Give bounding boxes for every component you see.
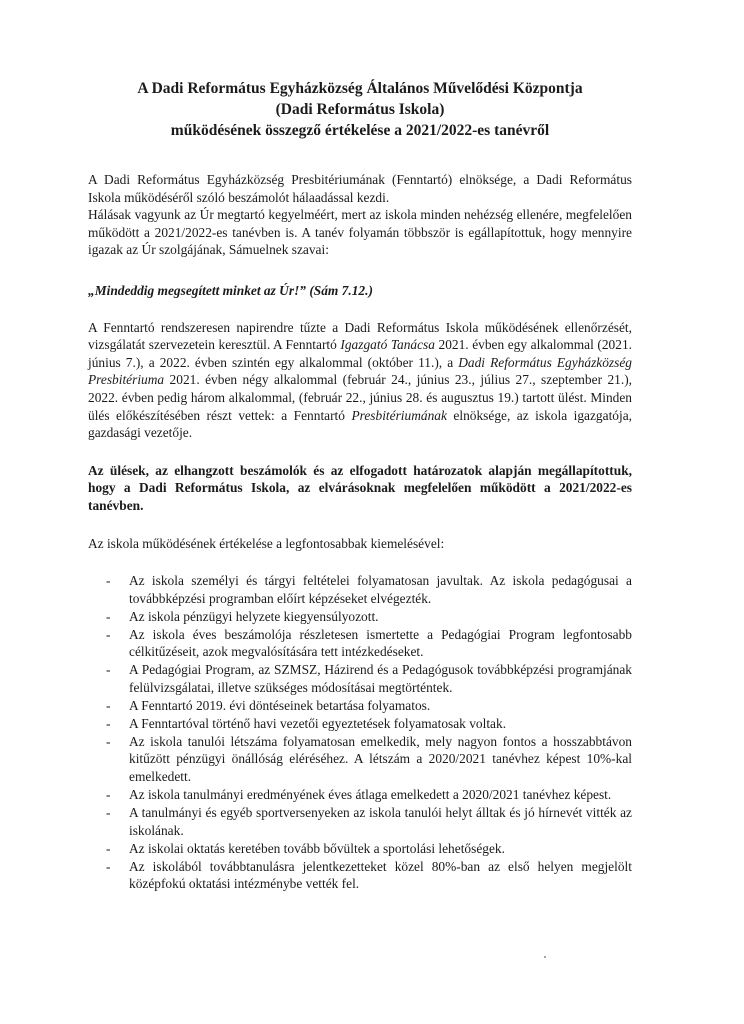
title-line-1: A Dadi Református Egyházközség Általános Művelődési Központja [137,80,583,97]
evaluation-list-intro: Az iskola működésének értékelése a legfontosabbak kiemelésével: [88,535,445,551]
list-dash: - [106,858,111,874]
list-item [88,858,632,893]
list-dash: - [106,608,111,624]
list-item-text: Az iskola éves beszámolója részletesen ismertette a Pedagógiai Program legfontosabb célkitűzéseit, azok megvalósítására tett intézkedéseket. [129,626,632,660]
document-title [88,78,632,141]
oversight-text-2: 2021. évben egy alkalommal (2021. június 7.), a 2022. évben szintén egy alkalommal (október 11.), a [88,337,632,370]
list-dash: - [106,715,111,731]
list-item [88,840,632,858]
list-item [88,733,632,786]
list-item-text: Az iskola tanulói létszáma folyamatosan emelkedik, mely nagyon fontos a hosszabbtávon kitűzött pénzügyi önállóság eléréséhez. A létszám a 2020/2021 tanévhez képest 10%-kal emelkedett. [129,733,632,784]
list-dash: - [106,786,111,802]
list-item-text: Az iskolából továbbtanulásra jelentkezetteket közel 80%-ban az első helyen megjelölt középfokú oktatási intézménybe vették fel. [129,858,632,892]
oversight-text-1: A Fenntartó rendszeresen napirendre tűzte a Dadi Református Iskola működésének ellenőrzését, vizsgálatát szervezetein keresztül. A Fenntartó [88,319,632,353]
list-item-text: Az iskola pénzügyi helyzete kiegyensúlyozott. [129,608,379,624]
list-dash: - [106,626,111,642]
list-dash: - [106,573,111,589]
oversight-italic-2: Dadi Református Egyházközség Presbitériuma [88,354,632,388]
list-dash: - [106,733,111,749]
list-item [88,572,632,607]
intro-paragraph-2: Hálásak vagyunk az Úr megtartó kegyelméért, mert az iskola minden nehézség ellenére, megfelelően működött a 2021/2022-es tanévben is. A tanév folyamán többször is egállapítottuk, hogy mennyire igazak az Úr szolgájának, Sámuelnek szavai: [88,207,632,258]
scan-speck [544,956,546,958]
bible-quote: „Mindeddig megsegített minket az Úr!” (Sám 7.12.) [88,282,373,298]
oversight-italic-1: Igazgató Tanácsa [340,337,435,353]
list-item [88,786,632,804]
list-item [88,626,632,661]
evaluation-list [88,572,632,893]
list-item-text: Az iskola személyi és tárgyi feltételei folyamatosan javultak. Az iskola pedagógusai a továbbképzési programban előírt képzéseket elvégezték. [129,573,632,606]
list-item [88,804,632,839]
oversight-italic-3: Presbitériumának [351,407,447,423]
list-item [88,661,632,696]
list-item-text: A Pedagógiai Program, az SZMSZ, Házirend és a Pedagógusok továbbképzési programjának felülvizsgálatai, illetve szükséges módosításai megtörténtek. [129,662,632,695]
list-item [88,608,632,626]
list-dash: - [106,662,111,678]
list-item-text: Az iskolai oktatás keretében tovább bővültek a sportolási lehetőségek. [129,840,505,856]
oversight-paragraph [88,319,632,442]
intro-paragraph-1: A Dadi Református Egyházközség Presbitériumának (Fenntartó) elnöksége, a Dadi Református Iskola működéséről szóló beszámolót hálaadással kezdi. [88,172,632,205]
list-item [88,697,632,715]
oversight-text-3: 2021. évben négy alkalommal (február 24., június 23., július 27., szeptember 21.), 2022. évben pedig három alkalommal, (február 22., június 28. és augusztus 19.) tartott ülést. Minden ülés előkészítésében részt vettek: a Fenntartó [88,372,632,423]
list-item-text: A Fenntartó 2019. évi döntéseinek betartása folyamatos. [129,697,431,713]
list-dash: - [106,804,111,820]
list-dash: - [106,697,111,713]
title-line-3: működésének összegző értékelése a 2021/2022-es tanévről [170,122,550,139]
title-line-2: (Dadi Református Iskola) [275,101,445,118]
list-item-text: A tanulmányi és egyéb sportversenyeken az iskola tanulói helyt álltak és jó hírnevét vitték az iskolának. [129,804,632,838]
oversight-text-4: elnöksége, az iskola igazgatója, gazdasági vezetője. [88,407,632,441]
list-item-text: Az iskola tanulmányi eredményének éves átlaga emelkedett a 2020/2021 tanévhez képest. [129,786,612,802]
conclusion-paragraph: Az ülések, az elhangzott beszámolók és az elfogadott határozatok alapján megállapítottuk, hogy a Dadi Református Iskola, az elvárásoknak megfelelően működött a 2021/2022-es tanévben. [88,462,632,513]
list-item [88,715,632,733]
list-item-text: A Fenntartóval történő havi vezetői egyeztetések folyamatosak voltak. [129,715,507,731]
list-dash: - [106,840,111,856]
